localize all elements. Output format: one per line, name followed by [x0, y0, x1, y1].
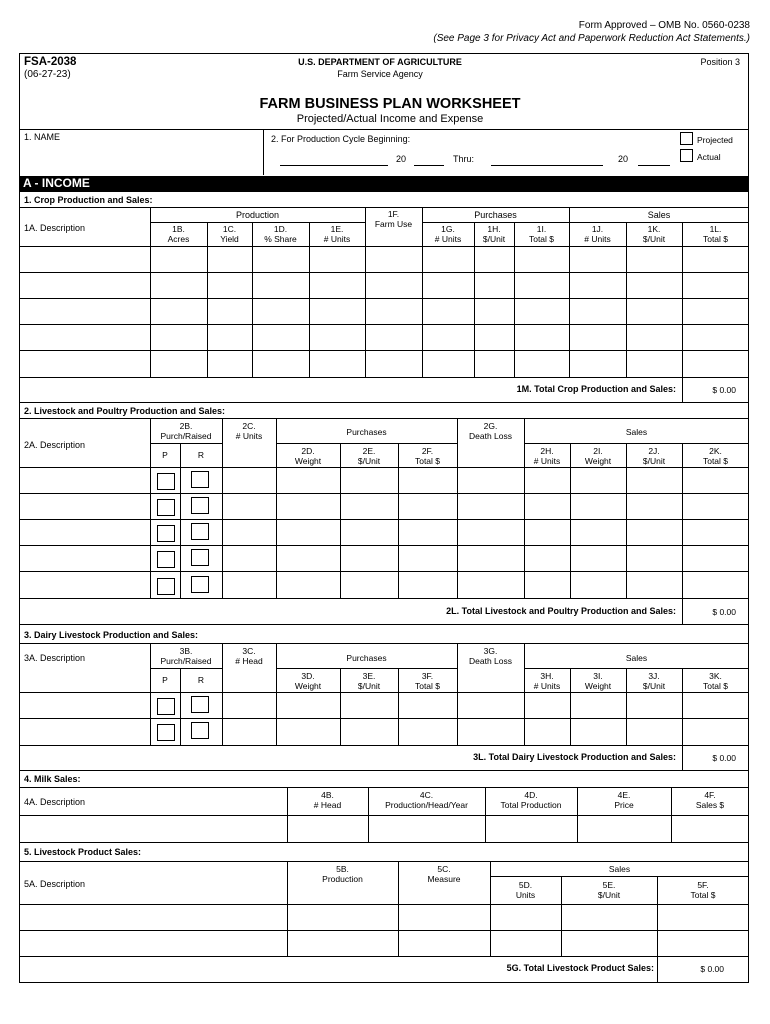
livestock-total-label: 2L. Total Livestock and Poultry Production and Sales:	[446, 606, 676, 616]
col-4d-label: Total Production	[500, 800, 562, 810]
col-4b-label: # Head	[313, 800, 342, 810]
col-1h-label: $/Unit	[482, 234, 506, 244]
livestock-row-5-raised-checkbox[interactable]	[191, 576, 209, 593]
col-1k-label: $/Unit	[642, 234, 666, 244]
dairy-purchases-header: Purchases	[346, 653, 387, 663]
col-4b-code: 4B.	[321, 790, 334, 800]
name-label: 1. NAME	[24, 132, 61, 142]
col-3d-label: Weight	[294, 681, 322, 691]
livestock-p-label: P	[162, 450, 168, 460]
dairy-desc-header: 3A. Description	[24, 653, 86, 663]
livestock-row-1-purchased-checkbox[interactable]	[157, 473, 175, 490]
col-5d-code: 5D.	[518, 880, 533, 890]
col-5c-label: Measure	[427, 874, 461, 884]
livestock-row-3-raised-checkbox[interactable]	[191, 523, 209, 540]
department-name: U.S. DEPARTMENT OF AGRICULTURE	[298, 57, 462, 67]
col-1h-code: 1H.	[487, 224, 501, 234]
actual-label: Actual	[697, 152, 721, 162]
crop-purchases-header: Purchases	[474, 210, 517, 220]
agency-name: Farm Service Agency	[337, 69, 423, 79]
crop-desc-header: 1A. Description	[24, 223, 86, 233]
page-title: FARM BUSINESS PLAN WORKSHEET	[259, 96, 521, 112]
col-1d-code: 1D.	[273, 224, 288, 234]
col-3e-code: 3E.	[362, 671, 376, 681]
col-1j-code: 1J.	[591, 224, 604, 234]
crop-row-1[interactable]	[20, 247, 748, 271]
col-3j-code: 3J.	[648, 671, 660, 681]
cycle-start-field[interactable]	[280, 165, 388, 166]
form-date: (06-27-23)	[24, 69, 71, 80]
col-2j-code: 2J.	[648, 446, 660, 456]
milk-row-1[interactable]	[20, 816, 748, 841]
crop-section-title: 1. Crop Production and Sales:	[24, 195, 153, 205]
col-2b-code: 2B.	[179, 421, 193, 431]
col-4c-label: Production/Head/Year	[385, 800, 468, 810]
col-1b-label: Acres	[167, 234, 190, 244]
section-a-header: A - INCOME	[19, 176, 749, 192]
col-4e-code: 4E.	[617, 790, 631, 800]
livestock-row-4-purchased-checkbox[interactable]	[157, 551, 175, 568]
dairy-p-label: P	[162, 675, 168, 685]
privacy-statement: (See Page 3 for Privacy Act and Paperwork Reduction Act Statements.)	[433, 33, 750, 44]
livestock-row-1-raised-checkbox[interactable]	[191, 471, 209, 488]
col-3e-label: $/Unit	[357, 681, 381, 691]
dairy-sales-header: Sales	[625, 653, 648, 663]
cycle-start-year-field[interactable]	[414, 165, 444, 166]
position-label: Position 3	[700, 57, 740, 67]
crop-sales-header: Sales	[647, 210, 671, 220]
col-2k-label: Total $	[702, 456, 729, 466]
projected-checkbox[interactable]	[680, 132, 693, 145]
col-1l-code: 1L.	[709, 224, 722, 234]
col-2h-label: # Units	[533, 456, 561, 466]
col-1d-label: % Share	[264, 234, 297, 244]
col-3f-label: Total $	[414, 681, 441, 691]
col-3g-label: Death Loss	[469, 656, 512, 666]
dairy-row-2-purchased-checkbox[interactable]	[157, 724, 175, 741]
col-4f-code: 4F.	[704, 790, 716, 800]
col-1f-code: 1F.	[387, 209, 400, 219]
col-2f-code: 2F.	[421, 446, 434, 456]
actual-checkbox[interactable]	[680, 149, 693, 162]
col-1f-label: Farm Use	[374, 219, 413, 229]
col-4d-code: 4D.	[524, 790, 538, 800]
omb-approval: Form Approved – OMB No. 0560-0238	[578, 20, 750, 31]
col-3f-code: 3F.	[421, 671, 434, 681]
col-3g-code: 3G.	[483, 646, 498, 656]
col-2b-label: Purch/Raised	[160, 431, 212, 441]
col-1c-code: 1C.	[222, 224, 237, 234]
col-3i-code: 3I.	[593, 671, 603, 681]
product-row-2[interactable]	[20, 931, 748, 955]
col-3h-label: # Units	[533, 681, 561, 691]
product-section-title: 5. Livestock Product Sales:	[24, 847, 142, 857]
crop-total-value: $ 0.00	[712, 385, 736, 395]
livestock-row-4-raised-checkbox[interactable]	[191, 549, 209, 566]
livestock-purchases-header: Purchases	[346, 427, 387, 437]
col-2i-code: 2I.	[593, 446, 603, 456]
col-2k-code: 2K.	[709, 446, 722, 456]
dairy-total-label: 3L. Total Dairy Livestock Production and Sales:	[473, 752, 676, 762]
product-total-label: 5G. Total Livestock Product Sales:	[506, 963, 654, 973]
col-4f-label: Sales $	[695, 800, 725, 810]
dairy-section-title: 3. Dairy Livestock Production and Sales:	[24, 630, 199, 640]
milk-desc-header: 4A. Description	[24, 797, 86, 807]
col-2h-code: 2H.	[540, 446, 554, 456]
dairy-r-label: R	[197, 675, 205, 685]
col-5c-code: 5C.	[437, 864, 451, 874]
col-3j-label: $/Unit	[642, 681, 666, 691]
col-3c-code: 3C.	[242, 646, 256, 656]
col-1i-code: 1I.	[536, 224, 547, 234]
col-2j-label: $/Unit	[642, 456, 666, 466]
col-1l-label: Total $	[702, 234, 729, 244]
col-3c-label: # Head	[235, 656, 263, 666]
dairy-row-2-raised-checkbox[interactable]	[191, 722, 209, 739]
col-3d-code: 3D.	[301, 671, 315, 681]
product-total-value: $ 0.00	[700, 964, 724, 974]
col-3k-code: 3K.	[709, 671, 722, 681]
col-2i-label: Weight	[584, 456, 612, 466]
col-1b-code: 1B.	[172, 224, 185, 234]
crop-total-label: 1M. Total Crop Production and Sales:	[516, 384, 676, 394]
product-desc-header: 5A. Description	[24, 879, 86, 889]
col-3i-label: Weight	[584, 681, 612, 691]
crop-row-4[interactable]	[20, 325, 748, 349]
year-prefix-end: 20	[618, 154, 629, 164]
col-3b-label: Purch/Raised	[160, 656, 212, 666]
col-2e-label: $/Unit	[357, 456, 381, 466]
crop-row-2[interactable]	[20, 273, 748, 297]
livestock-row-3-purchased-checkbox[interactable]	[157, 525, 175, 542]
col-1e-code: 1E.	[330, 224, 344, 234]
col-1i-label: Total $	[528, 234, 555, 244]
dairy-row-1-raised-checkbox[interactable]	[191, 696, 209, 713]
col-1g-code: 1G.	[441, 224, 455, 234]
product-row-1[interactable]	[20, 905, 748, 929]
cycle-label: 2. For Production Cycle Beginning:	[271, 134, 411, 144]
dairy-row-1-purchased-checkbox[interactable]	[157, 698, 175, 715]
livestock-desc-header: 2A. Description	[24, 440, 86, 450]
thru-label: Thru:	[453, 154, 475, 164]
col-2c-code: 2C.	[242, 421, 256, 431]
livestock-row-2-purchased-checkbox[interactable]	[157, 499, 175, 516]
col-5b-code: 5B.	[336, 864, 349, 874]
col-1c-label: Yield	[220, 234, 239, 244]
dairy-total-value: $ 0.00	[712, 753, 736, 763]
col-5f-label: Total $	[690, 890, 716, 900]
crop-row-5[interactable]	[20, 351, 748, 376]
col-2f-label: Total $	[414, 456, 441, 466]
col-5e-label: $/Unit	[597, 890, 621, 900]
col-5b-label: Production	[322, 874, 363, 884]
milk-section-title: 4. Milk Sales:	[24, 774, 81, 784]
col-1g-label: # Units	[434, 234, 462, 244]
livestock-sales-header: Sales	[625, 427, 648, 437]
livestock-total-value: $ 0.00	[712, 607, 736, 617]
col-1k-code: 1K.	[647, 224, 661, 234]
form-frame	[19, 53, 749, 983]
col-4c-code: 4C.	[419, 790, 434, 800]
col-2d-label: Weight	[294, 456, 322, 466]
col-5d-label: Units	[515, 890, 536, 900]
col-1j-label: # Units	[584, 234, 611, 244]
livestock-row-2-raised-checkbox[interactable]	[191, 497, 209, 514]
col-1e-label: # Units	[323, 234, 351, 244]
col-2g-label: Death Loss	[469, 431, 512, 441]
col-3b-code: 3B.	[179, 646, 193, 656]
projected-label: Projected	[697, 135, 733, 145]
cycle-end-year-field[interactable]	[638, 165, 670, 166]
cycle-end-field[interactable]	[491, 165, 603, 166]
livestock-row-5-purchased-checkbox[interactable]	[157, 578, 175, 595]
crop-row-3[interactable]	[20, 299, 748, 323]
crop-production-header: Production	[235, 210, 280, 220]
year-prefix-start: 20	[396, 154, 407, 164]
col-5f-code: 5F.	[697, 880, 709, 890]
livestock-r-label: R	[197, 450, 205, 460]
name-field[interactable]	[28, 146, 258, 170]
col-2c-label: # Units	[235, 431, 263, 441]
col-2d-code: 2D.	[301, 446, 315, 456]
col-2e-code: 2E.	[362, 446, 376, 456]
form-number: FSA-2038	[24, 56, 77, 68]
product-sales-header: Sales	[608, 864, 631, 874]
page-subtitle: Projected/Actual Income and Expense	[296, 113, 484, 125]
col-3h-code: 3H.	[540, 671, 554, 681]
col-5e-code: 5E.	[602, 880, 616, 890]
livestock-section-title: 2. Livestock and Poultry Production and Sales:	[24, 406, 226, 416]
col-2g-code: 2G.	[483, 421, 498, 431]
col-3k-label: Total $	[702, 681, 729, 691]
col-4e-label: Price	[614, 800, 634, 810]
